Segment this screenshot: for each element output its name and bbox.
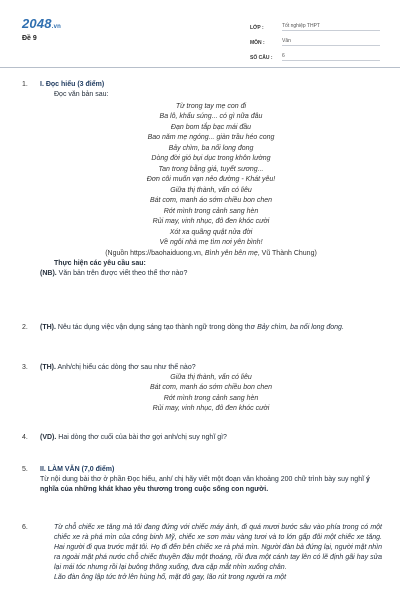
poem-line: Bát cơm, manh áo sớm chiều bon chen: [149, 197, 273, 205]
quoted-line: Bảy chìm, ba nổi long đong.: [257, 324, 344, 331]
question-number: 4.: [22, 434, 28, 441]
poem-line: Bảy chìm, ba nổi long đong: [168, 144, 254, 152]
section-title: I. Đọc hiểu (3 điểm): [40, 81, 105, 88]
logo-text: 2048: [22, 16, 52, 31]
level-tag: (TH).: [40, 324, 56, 331]
poem-line: Xót xa quãng quật nửa đời: [169, 228, 253, 236]
question-text: [40, 323, 382, 333]
level-tag: (NB).: [40, 269, 57, 277]
section-title: II. LÀM VĂN (7,0 điểm): [40, 466, 115, 473]
poem-line: Giữa thị thành, vấn có liêu: [170, 186, 252, 194]
essay-topic: ý nghĩa của những khát khao yêu thương trong cuộc sống con người.: [40, 475, 370, 493]
poem-line: Rớt mình trong cảnh sang hèn: [163, 207, 259, 215]
document-header: [0, 0, 400, 66]
question-number: 6.: [22, 524, 28, 531]
meta-value: Tốt nghiệp THPT: [282, 23, 380, 32]
question-prompt: Anh/chị hiểu các dòng thơ sau như thế nào?: [57, 364, 196, 371]
excerpt-paragraph: Lão đàn ông lập tức trở lên hùng hổ, mặt đỏ gay, lão rút trong người ra một: [54, 573, 287, 581]
poem-line: Dòng đời gió bụi dục trong khôn lường: [151, 155, 271, 163]
question-number: 1.: [22, 81, 28, 88]
reading-intro: Đọc văn bản sau:: [54, 90, 109, 98]
poem-line: Ba lô, khẩu súng... có gì nữa đâu: [159, 113, 263, 121]
poem-line: Rớt mình trong cảnh sang hèn: [163, 394, 259, 402]
poem-line: Đạn bom tắp bạc mái đầu: [170, 123, 252, 131]
question-text: [40, 433, 382, 443]
poem-line: Từ trong tay mẹ con đi: [175, 102, 247, 110]
question-prompt: Văn bản trên được viết theo thể thơ nào?: [58, 269, 188, 277]
question-5: [22, 465, 382, 495]
poem-line: Đơn côi muốn vạn nẻo đường - Khát yêu!: [146, 176, 276, 184]
question-4: [22, 433, 382, 443]
meta-label: MÔN :: [250, 40, 265, 46]
meta-value: 6: [282, 53, 380, 62]
question-3: [22, 363, 382, 415]
question-prompt: Hai dòng thơ cuối của bài thơ gợi anh/chị suy nghĩ gì?: [58, 434, 227, 441]
meta-label: LỚP :: [250, 25, 264, 31]
poem-block: [40, 102, 382, 249]
source-title: Bình yên bên mẹ: [204, 249, 258, 257]
poem-line: Về ngôi nhà mẹ tìm nơi yên bình!: [159, 239, 263, 247]
poem-line: Bát cơm, manh áo sớm chiều bon chen: [149, 384, 273, 392]
meta-label: SỐ CÂU :: [250, 55, 273, 61]
header-divider: [0, 67, 400, 68]
meta-value: Văn: [282, 38, 380, 47]
meta-row-class: [250, 17, 380, 31]
poem-line: Tan trong bằng giá, tuyết sương...: [158, 165, 264, 173]
source-prefix: (Nguồn https://baohaiduong.vn,: [105, 249, 205, 257]
question-number: 2.: [22, 324, 28, 331]
question-2: [22, 323, 382, 333]
poem-line: Rủi may, vinh nhục, đỏ đen khóc cười: [152, 218, 270, 226]
task-label: Thực hiện các yêu cầu sau:: [54, 259, 146, 267]
question-number: 5.: [22, 466, 28, 473]
quoted-poem: [40, 373, 382, 415]
exam-title: Đề 9: [22, 35, 37, 42]
level-tag: (TH).: [40, 364, 56, 371]
question-1: [22, 80, 382, 279]
level-tag: (VD).: [40, 434, 57, 441]
poem-source: [40, 249, 382, 259]
meta-row-subject: [250, 32, 380, 46]
exam-meta: [250, 17, 380, 62]
question-text: [40, 269, 382, 279]
question-6: [22, 523, 382, 583]
question-prompt: Từ nội dung bài thơ ở phần Đọc hiểu, anh/ chị hãy viết một đoạn văn khoảng 200 chữ trình bày suy nghĩ: [40, 475, 366, 483]
question-prompt: Nêu tác dụng việc vận dụng sáng tạo thành ngữ trong dòng thơ: [57, 324, 258, 331]
poem-line: Giữa thị thành, vấn có liêu: [170, 373, 252, 381]
poem-line: Rủi may, vinh nhục, đỏ đen khóc cười: [152, 405, 270, 413]
question-text: [40, 475, 382, 495]
source-suffix: , Vũ Thành Chung): [257, 249, 317, 257]
meta-row-count: [250, 47, 380, 61]
question-text: [40, 363, 382, 373]
question-number: 3.: [22, 364, 28, 371]
poem-line: Bao năm mẹ ngóng... giàn trầu héo cong: [147, 134, 275, 142]
logo-suffix: .vn: [51, 24, 62, 30]
site-logo[interactable]: [22, 16, 61, 31]
excerpt-paragraph: Từ chỗ chiếc xe tăng mà tôi đang đứng với chiếc máy ảnh, đi quá mươi bước sâu vào phía trong có một chiếc xe rà phá mìn của công binh Mỹ, chiếc xe sơn màu vàng tươi và to lớn gấp đôi một chiếc xe tăng. Hai người đi qua trước mặt tôi. Họ đi đến bên chiếc xe rà phá mìn. Người đàn bà đứng lại, người mặt nhìn ra ngoài mặt phá nước chỗ chiếc thuyền đậu một thoáng, rồi đưa một cánh tay lên có lẽ định gãi hay sửa lại mái tóc nhưng rồi lại buông thõng xuống, đưa cặp mắt nhìn xuống chân.: [54, 524, 382, 571]
